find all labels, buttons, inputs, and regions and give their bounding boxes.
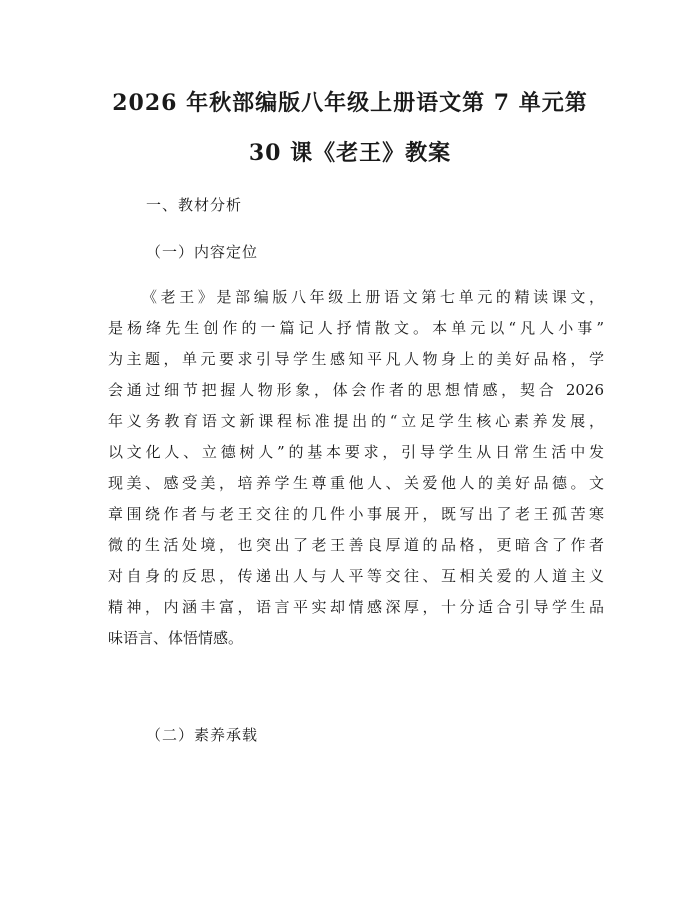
paragraph-line: 为主题，单元要求引导学生感知平凡人物身上的美好品格，学 [108, 350, 604, 368]
paragraph-line: 《老王》是部编版八年级上册语文第七单元的精读课文， [142, 288, 604, 306]
paragraph-line: 精神，内涵丰富，语言平实却情感深厚，十分适合引导学生品 [108, 598, 604, 616]
paragraph-line: 味语言、体悟情感。 [108, 629, 244, 647]
subsection-heading-literacy-bearing: （二）素养承载 [146, 726, 259, 744]
section-heading-textbook-analysis: 一、教材分析 [146, 196, 243, 214]
paragraph-line: 是杨绛先生创作的一篇记人抒情散文。本单元以“凡人小事” [108, 319, 604, 337]
paragraph-line: 微的生活处境，也突出了老王善良厚道的品格，更暗含了作者 [108, 536, 604, 554]
paragraph-line: 章围绕作者与老王交往的几件小事展开，既写出了老王孤苦寒 [108, 505, 604, 523]
paragraph-line: 会通过细节把握人物形象，体会作者的思想情感，契合 2026 [108, 381, 604, 399]
document-title-line-2: 30 课《老王》教案 [248, 140, 452, 166]
paragraph-line: 年义务教育语文新课程标准提出的“立足学生核心素养发展， [108, 412, 604, 430]
paragraph-content-positioning [108, 282, 604, 654]
subsection-heading-content-positioning: （一）内容定位 [146, 243, 259, 261]
paragraph-line: 现美、感受美，培养学生尊重他人、关爱他人的美好品德。文 [108, 474, 604, 492]
document-title-line-1: 2026 年秋部编版八年级上册语文第 7 单元第 [112, 90, 588, 116]
paragraph-line: 对自身的反思，传递出人与人平等交往、互相关爱的人道主义 [108, 567, 604, 585]
paragraph-line: 以文化人、立德树人”的基本要求，引导学生从日常生活中发 [108, 443, 604, 461]
